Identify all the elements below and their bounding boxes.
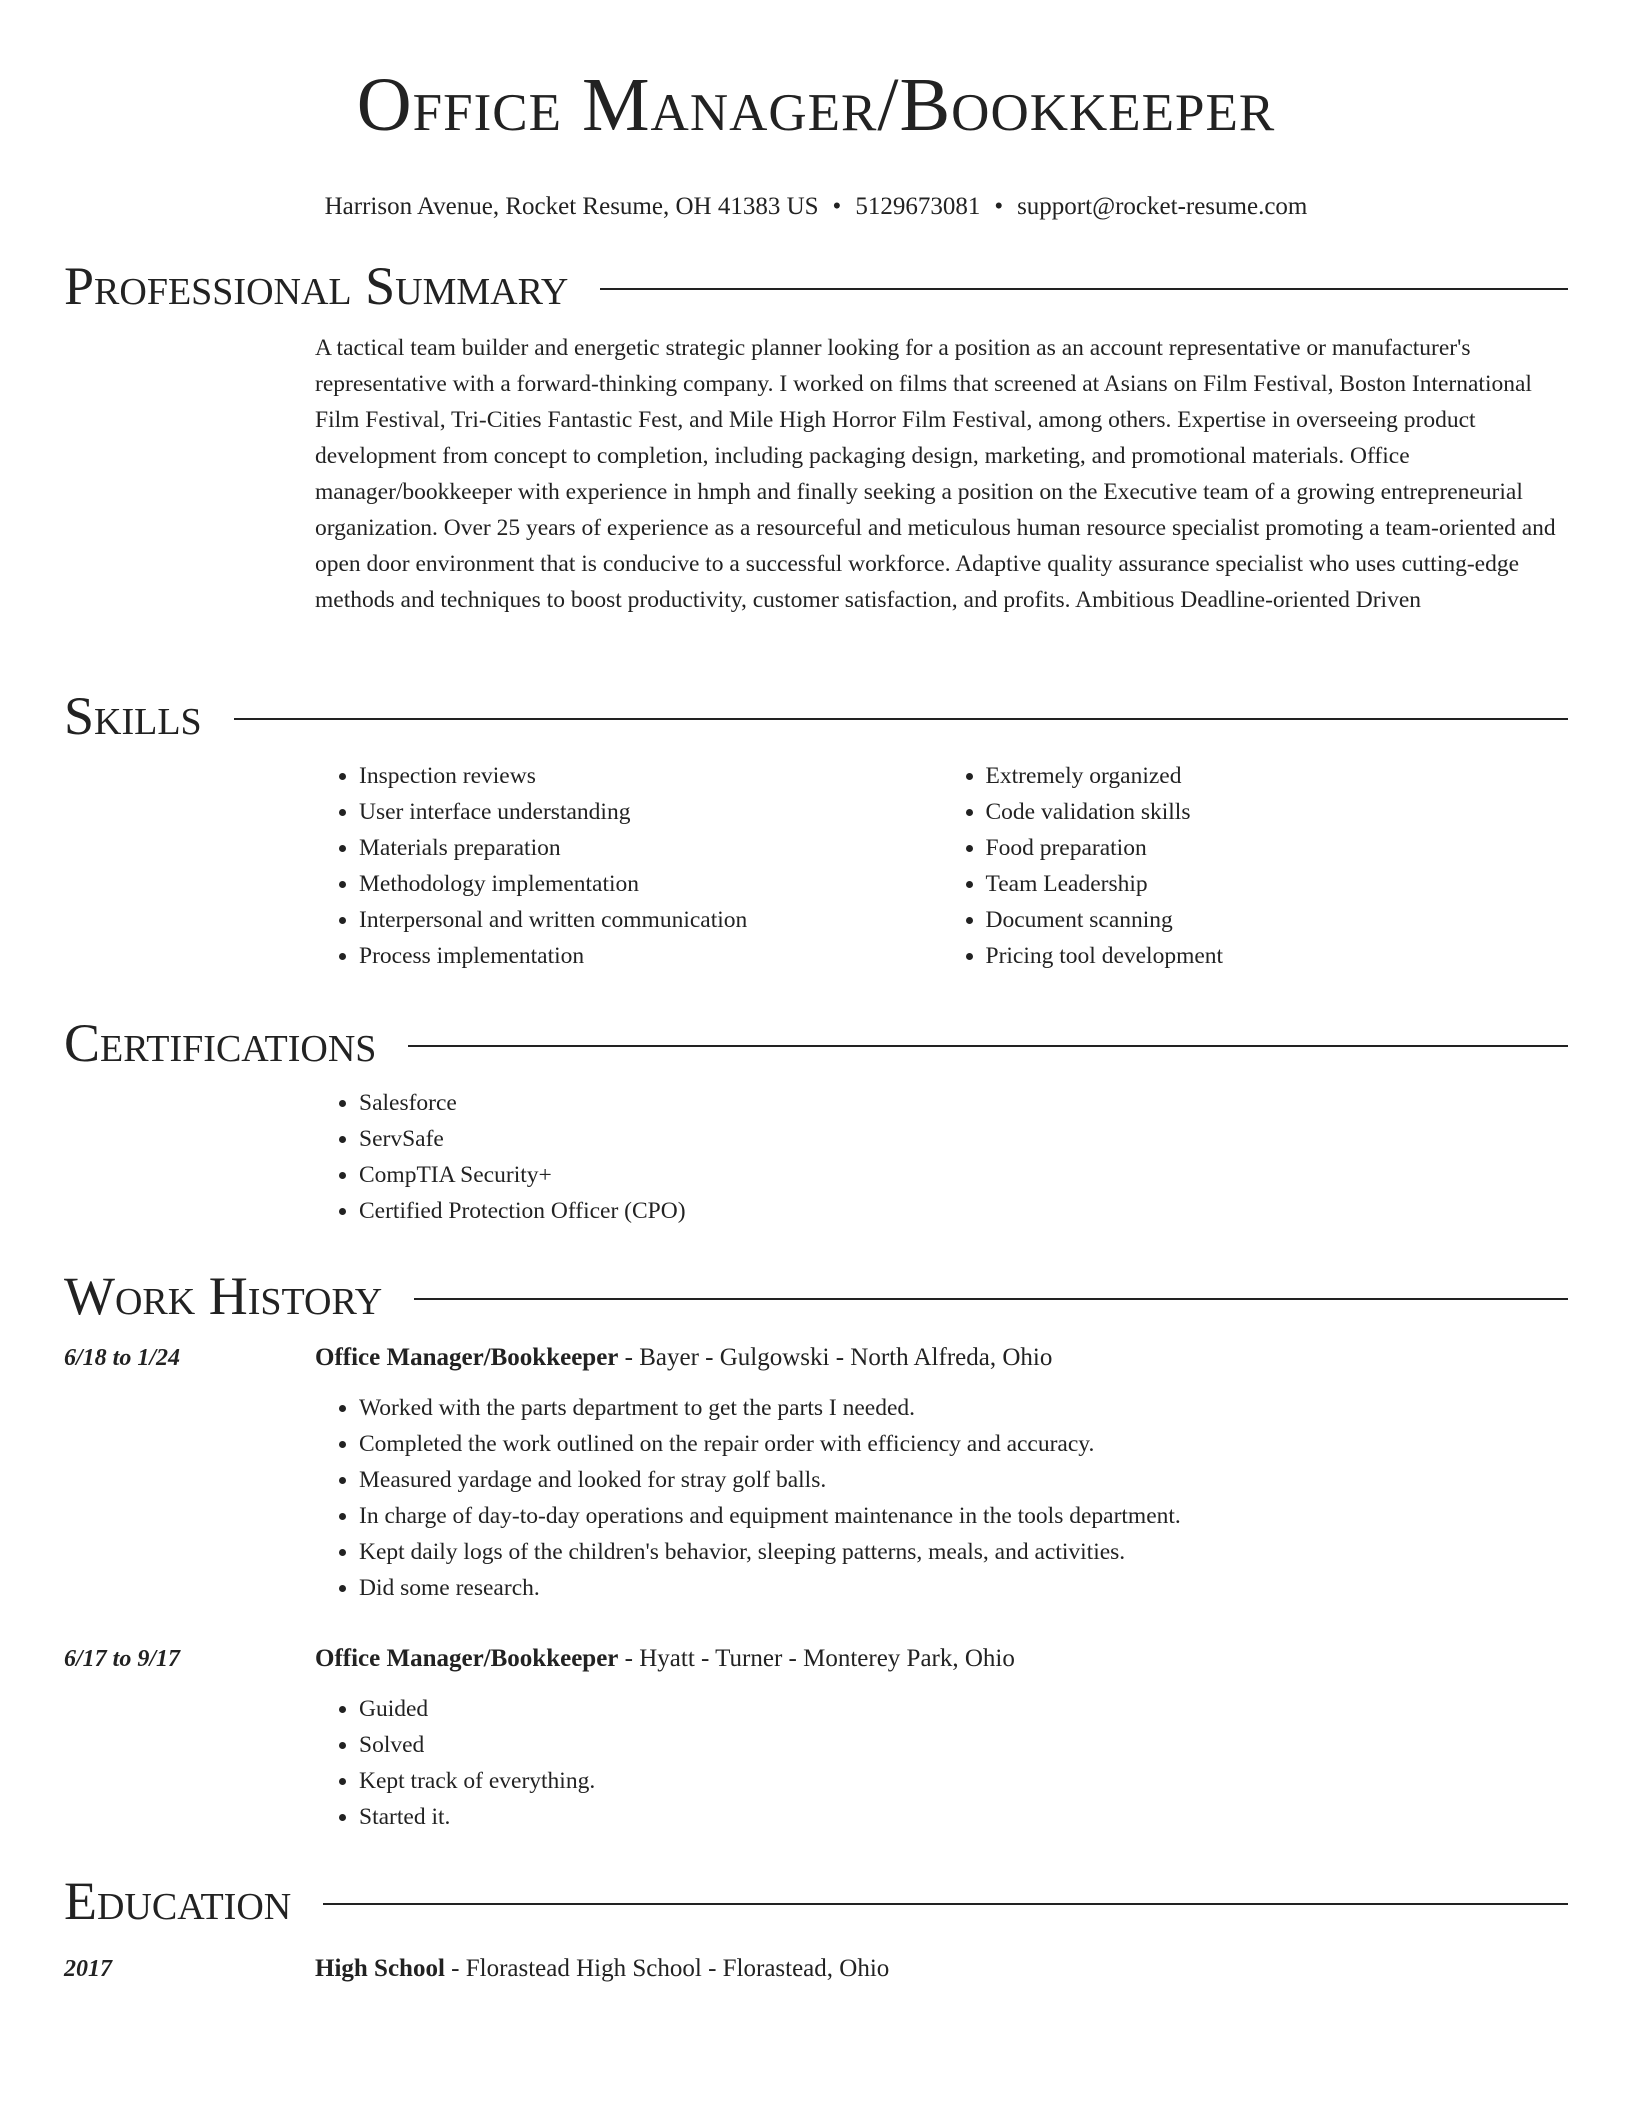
skill-item: • Code validation skills — [986, 794, 1569, 830]
job-entry — [64, 1340, 1568, 1606]
skills-header — [64, 686, 1568, 746]
job-dates: 6/18 to 1/24 — [64, 1345, 181, 1371]
skill-item: • User interface understanding — [359, 794, 942, 830]
skill-item: • Document scanning — [986, 902, 1569, 938]
education-header — [64, 1871, 1568, 1931]
section-divider — [234, 718, 1568, 720]
skills-section — [64, 686, 1568, 974]
job-bullets — [315, 1390, 1568, 1606]
certification-item: • CompTIA Security+ — [359, 1157, 1568, 1193]
certifications-section — [64, 1013, 1568, 1229]
education-details: - Florastead High School - Florastead, Ohio — [444, 1955, 890, 1982]
job-header-row — [64, 1340, 1568, 1376]
contact-address: Harrison Avenue, Rocket Resume, OH 41383 US — [324, 193, 819, 220]
job-header-row — [64, 1641, 1568, 1677]
certification-item: • Salesforce — [359, 1085, 1568, 1121]
education-degree: High School — [315, 1955, 445, 1982]
job-title-line — [315, 1641, 1015, 1677]
work-title: Work History — [64, 1266, 383, 1326]
education-year: 2017 — [64, 1956, 112, 1982]
skills-columns — [315, 758, 1568, 974]
certification-item: • Certified Protection Officer (CPO) — [359, 1193, 1568, 1229]
skill-item: • Pricing tool development — [986, 938, 1569, 974]
job-bullet: • Worked with the parts department to get the parts I needed. — [359, 1390, 1568, 1426]
job-role: Office Manager/Bookkeeper — [315, 1344, 619, 1371]
contact-line — [0, 192, 1632, 222]
skill-item: • Methodology implementation — [359, 866, 942, 902]
job-details: - Bayer - Gulgowski - North Alfreda, Ohio — [618, 1344, 1053, 1371]
job-entry — [64, 1641, 1568, 1835]
skill-item: • Team Leadership — [986, 866, 1569, 902]
job-bullet-list — [315, 1390, 1568, 1606]
summary-title: Professional Summary — [64, 256, 569, 316]
section-divider — [323, 1903, 1568, 1905]
contact-phone: 5129673081 — [855, 193, 981, 220]
contact-email: support@rocket-resume.com — [1017, 193, 1308, 220]
job-bullet: • Did some research. — [359, 1570, 1568, 1606]
job-bullet: • Started it. — [359, 1799, 1568, 1835]
certifications-header — [64, 1013, 1568, 1073]
summary-header — [64, 256, 1568, 316]
job-title-line — [315, 1340, 1052, 1376]
skills-list-right — [942, 758, 1569, 974]
education-section — [64, 1871, 1568, 1987]
certification-item: • ServSafe — [359, 1121, 1568, 1157]
summary-section — [64, 256, 1568, 618]
skill-item: • Extremely organized — [986, 758, 1569, 794]
skills-list-left — [315, 758, 942, 974]
section-divider — [600, 288, 1568, 290]
job-bullet: • In charge of day-to-day operations and equipment maintenance in the tools department. — [359, 1498, 1568, 1534]
job-bullet: • Completed the work outlined on the repair order with efficiency and accuracy. — [359, 1426, 1568, 1462]
skill-item: • Interpersonal and written communication — [359, 902, 942, 938]
contact-separator: • — [994, 193, 1004, 220]
job-bullet: • Measured yardage and looked for stray golf balls. — [359, 1462, 1568, 1498]
section-divider — [408, 1045, 1568, 1047]
job-bullet: • Kept track of everything. — [359, 1763, 1568, 1799]
job-role: Office Manager/Bookkeeper — [315, 1645, 619, 1672]
work-section — [64, 1266, 1568, 1835]
work-header — [64, 1266, 1568, 1326]
skills-title: Skills — [64, 686, 202, 746]
certifications-list — [315, 1085, 1568, 1229]
skill-item: • Materials preparation — [359, 830, 942, 866]
summary-text: A tactical team builder and energetic strategic planner looking for a position as an account representative or manufacturer's representative with a forward-thinking company. I worked on films that screened at Asians on Film Festival, Boston International Film Festival, Tri-Cities Fantastic Fest, and Mile High Horror Film Festival, among others. Expertise in overseeing product development from concept to completion, including packaging design, marketing, and promotional materials. Office manager/bookkeeper with experience in hmph and finally seeking a position on the Executive team of a growing entrepreneurial organization. Over 25 years of experience as a resourceful and meticulous human resource specialist promoting a team-oriented and open door environment that is conducive to a successful workforce. Adaptive quality assurance specialist who uses cutting-edge methods and techniques to boost productivity, customer satisfaction, and profits. Ambitious Deadline-oriented Driven — [315, 335, 1556, 613]
resume-name: Office Manager/Bookkeeper — [356, 63, 1276, 147]
job-bullet: • Solved — [359, 1727, 1568, 1763]
job-details: - Hyatt - Turner - Monterey Park, Ohio — [618, 1645, 1015, 1672]
section-divider — [414, 1298, 1568, 1300]
certifications-title: Certifications — [64, 1013, 377, 1073]
job-dates: 6/17 to 9/17 — [64, 1646, 181, 1672]
certifications-body — [315, 1085, 1568, 1229]
job-bullet-list — [315, 1691, 1568, 1835]
skill-item: • Process implementation — [359, 938, 942, 974]
education-title: Education — [64, 1871, 292, 1931]
skill-item: • Inspection reviews — [359, 758, 942, 794]
education-line — [315, 1951, 889, 1987]
job-bullet: • Guided — [359, 1691, 1568, 1727]
skill-item: • Food preparation — [986, 830, 1569, 866]
contact-separator: • — [832, 193, 842, 220]
job-bullets — [315, 1691, 1568, 1835]
job-bullet: • Kept daily logs of the children's behavior, sleeping patterns, meals, and activities. — [359, 1534, 1568, 1570]
education-row — [64, 1951, 1568, 1987]
